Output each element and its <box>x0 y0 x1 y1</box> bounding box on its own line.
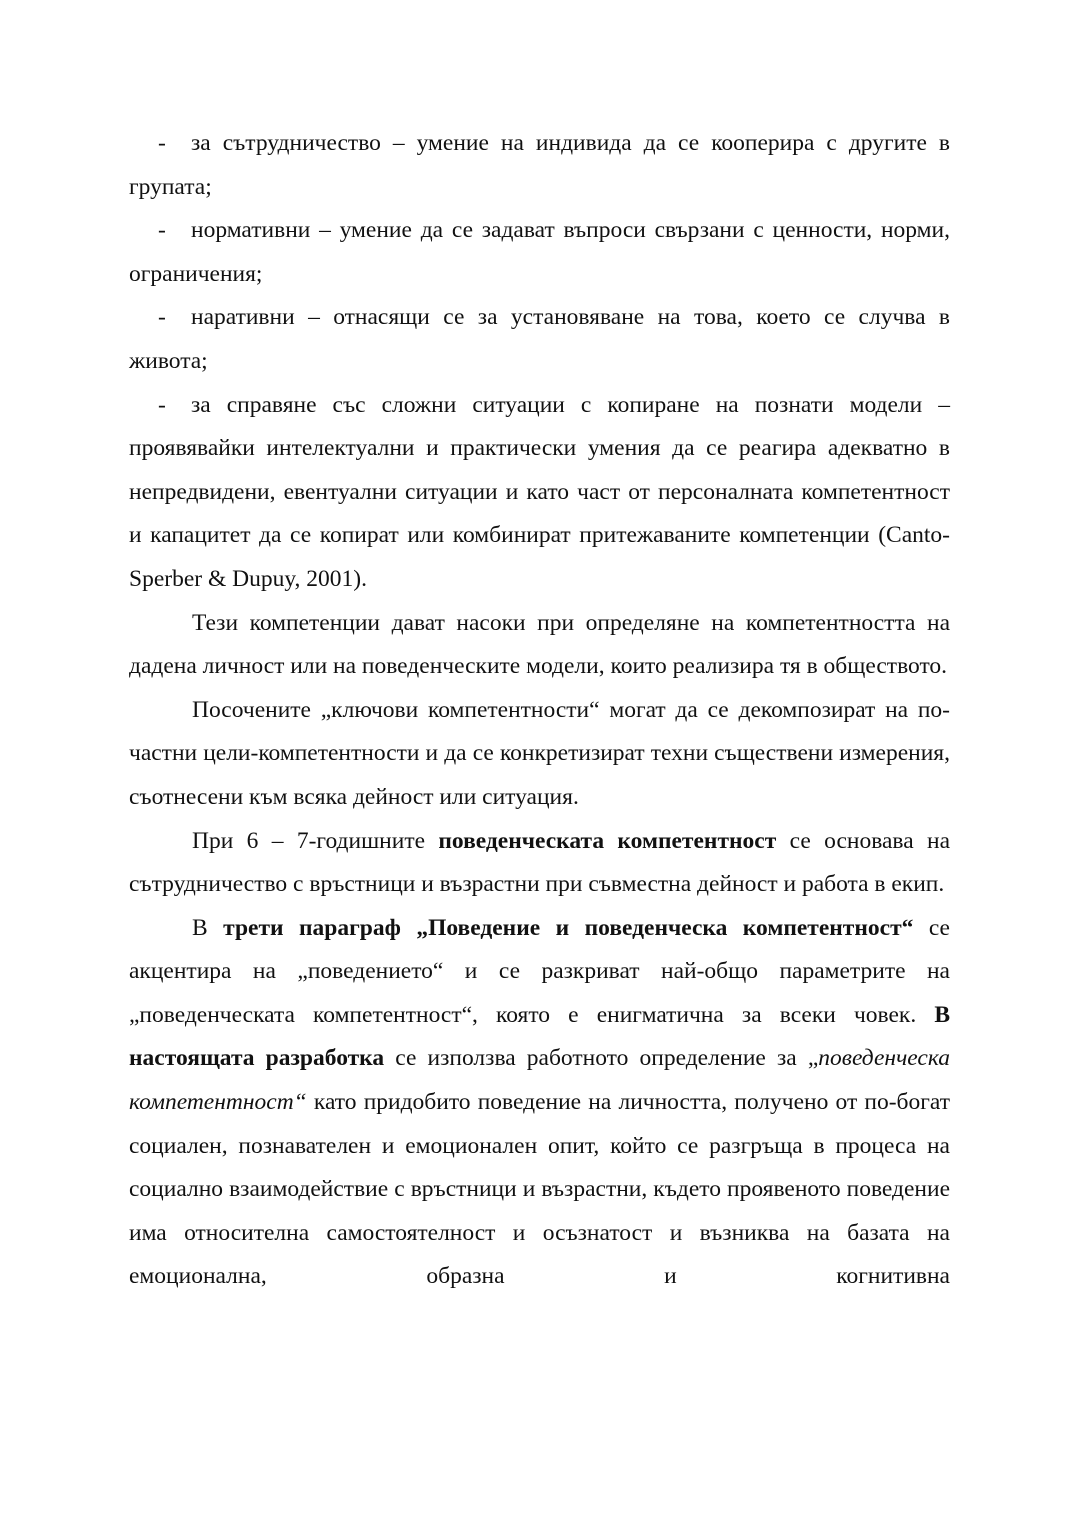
bullet-text: за сътрудничество – умение на индивида да се кооперира с другите в групата; <box>129 130 950 200</box>
italic-term: поведенческа компетентност“ <box>129 1045 950 1116</box>
paragraph-key-competences: Посочените „ключови компетентности“ могат да се декомпозират на по-частни цели-компетентности и да се конкретизират техни съществени измерения, съотнесени към всяка дейност или ситуация. <box>129 696 950 810</box>
bullet-text: нормативни – умение да се задават въпроси свързани с ценности, норми, ограничения; <box>129 217 950 287</box>
bullet-dash: - <box>158 391 166 418</box>
bold-phrase: В настоящата разработка <box>129 1001 950 1072</box>
bullet-text: наративни – отнасящи се за установяване на това, което се случва в живота; <box>129 304 950 374</box>
bullet-item-complex-situations <box>129 384 950 602</box>
text-run: като придобито поведение на личността, получено от по-богат социален, познавателен и емоционален опит, който се разгръща в процеса на социално взаимодействие с връстници и възрастни, където проявеното поведение има относителна самостоятелност и осъзнатост и възниква на базата на емоционална, образна и когнитивна <box>129 1089 950 1290</box>
bullet-item-normative <box>129 209 950 296</box>
text-run: се използва работното определение за „ <box>384 1045 819 1072</box>
text-run: се акцентира на „поведението“ и се разкриват най-общо параметрите на „поведенческата компетентност“, която е енигматична за всеки човек. <box>129 914 950 1028</box>
document-page <box>129 122 950 1299</box>
text-run: се основава на сътрудничество с връстници и възрастни при съвместна дейност и работа в екип. <box>129 827 950 898</box>
bold-term: поведенческата компетентност <box>438 827 777 854</box>
text-run: При 6 – 7-годишните <box>192 827 439 854</box>
text-run: В <box>192 914 224 941</box>
bullet-dash: - <box>158 217 166 244</box>
paragraph-age-6-7 <box>129 820 950 907</box>
bullet-text: за справяне със сложни ситуации с копиране на познати модели – проявявайки интелектуални и практически умения да се реагира адекватно в непредвидени, евентуални ситуации и като част от персоналната компетентност и капацитет да се копират или комбинират притежаваните компетенции (Canto-Sperber & Dupuy, 2001). <box>129 391 950 592</box>
bullet-item-narrative <box>129 296 950 383</box>
bullet-item-cooperation <box>129 122 950 209</box>
paragraph-third-section <box>129 907 950 1299</box>
bold-section-title: трети параграф „Поведение и поведенческа компетентност“ <box>223 914 914 941</box>
bullet-dash: - <box>158 304 166 331</box>
bullet-dash: - <box>158 130 166 156</box>
paragraph-competences-guidance: Тези компетенции дават насоки при определяне на компетентността на дадена личност или на поведенческите модели, които реализира тя в обществото. <box>129 609 950 680</box>
